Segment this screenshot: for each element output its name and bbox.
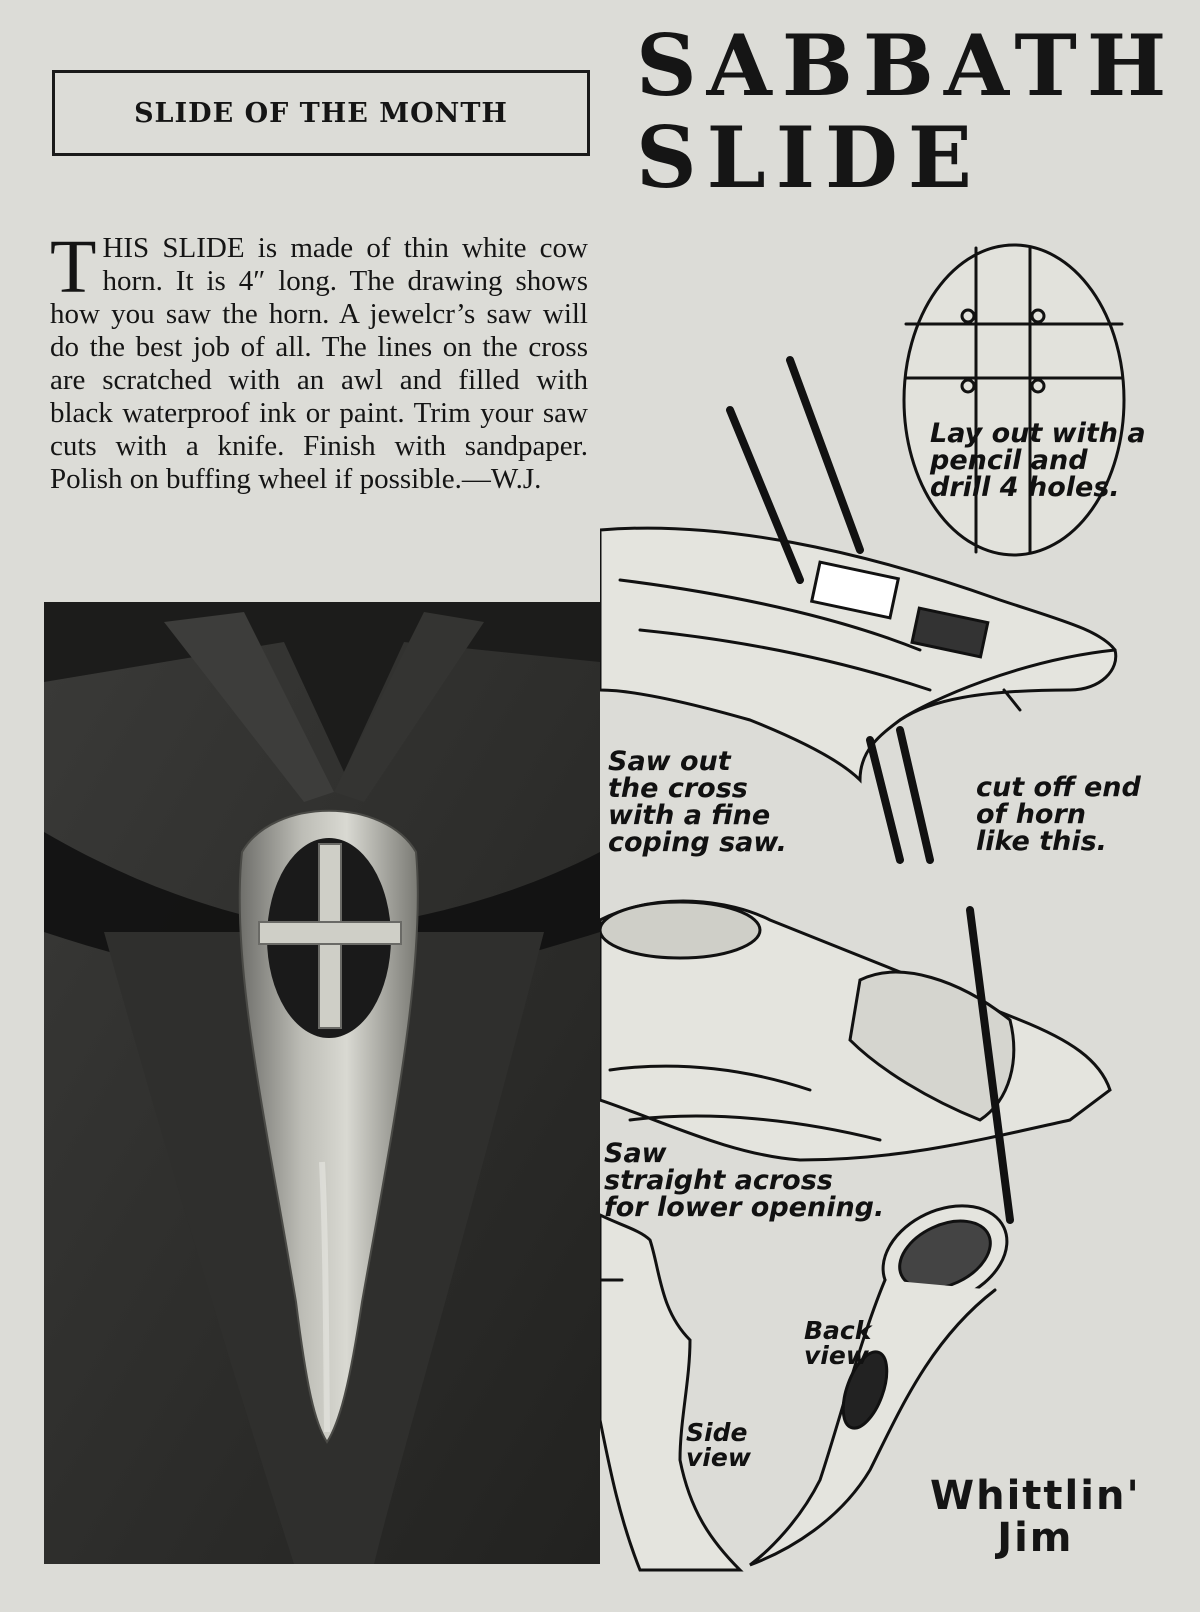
caption-layout [930, 420, 1146, 501]
photo-horn-slide [44, 602, 600, 1564]
title-line-1: SABBATH [636, 16, 1177, 115]
caption-saw-out-line-3: with a fine [608, 800, 771, 831]
caption-side-view-line-2: view [686, 1443, 751, 1472]
section-heading: SLIDE OF THE MONTH [134, 97, 508, 129]
caption-saw-straight-line-3: for lower opening. [604, 1192, 885, 1223]
caption-cut-off [976, 774, 1141, 855]
drop-cap: T [50, 225, 97, 309]
article-title [636, 16, 1177, 207]
artist-signature [930, 1475, 1141, 1559]
caption-saw-straight [604, 1140, 884, 1221]
caption-saw-out-line-2: the cross [608, 773, 748, 804]
caption-cut-off-line-1: cut off end [976, 772, 1141, 803]
caption-layout-line-3: drill 4 holes. [930, 472, 1120, 503]
section-heading-box [52, 70, 590, 156]
caption-layout-line-1: Lay out with a [930, 418, 1146, 449]
caption-saw-out [608, 748, 787, 856]
caption-side-view [686, 1420, 751, 1470]
caption-saw-straight-line-1: Saw [604, 1138, 667, 1169]
caption-cut-off-line-3: like this. [976, 826, 1107, 857]
title-line-2: SLIDE [636, 108, 982, 207]
caption-saw-out-line-1: Saw out [608, 746, 731, 777]
photo-horn-slide-illustration [44, 602, 600, 1564]
caption-layout-line-2: pencil and [930, 445, 1088, 476]
caption-back-view [804, 1318, 871, 1368]
article-body [50, 225, 588, 496]
caption-back-view-line-1: Back [804, 1316, 872, 1345]
caption-saw-out-line-4: coping saw. [608, 827, 787, 858]
caption-back-view-line-2: view [804, 1341, 869, 1370]
signature-line-2: Jim [997, 1515, 1074, 1561]
cross-layout-oval [904, 245, 1124, 555]
caption-saw-straight-line-2: straight across [604, 1165, 833, 1196]
caption-cut-off-line-2: of horn [976, 799, 1087, 830]
caption-side-view-line-1: Side [686, 1418, 748, 1447]
signature-line-1: Whittlin' [930, 1473, 1141, 1519]
article-text: HIS SLIDE is made of thin white cow horn. It is 4″ long. The drawing shows how you saw the horn. A jewelcr’s saw will do the best job of all. The lines on the cross are scratched with an awl and filled with black waterproof ink or paint. Trim your saw cuts with a knife. Finish with sandpaper. Polish on buffing wheel if possible.—W.J. [50, 232, 588, 495]
side-view-diagram [600, 1215, 740, 1570]
